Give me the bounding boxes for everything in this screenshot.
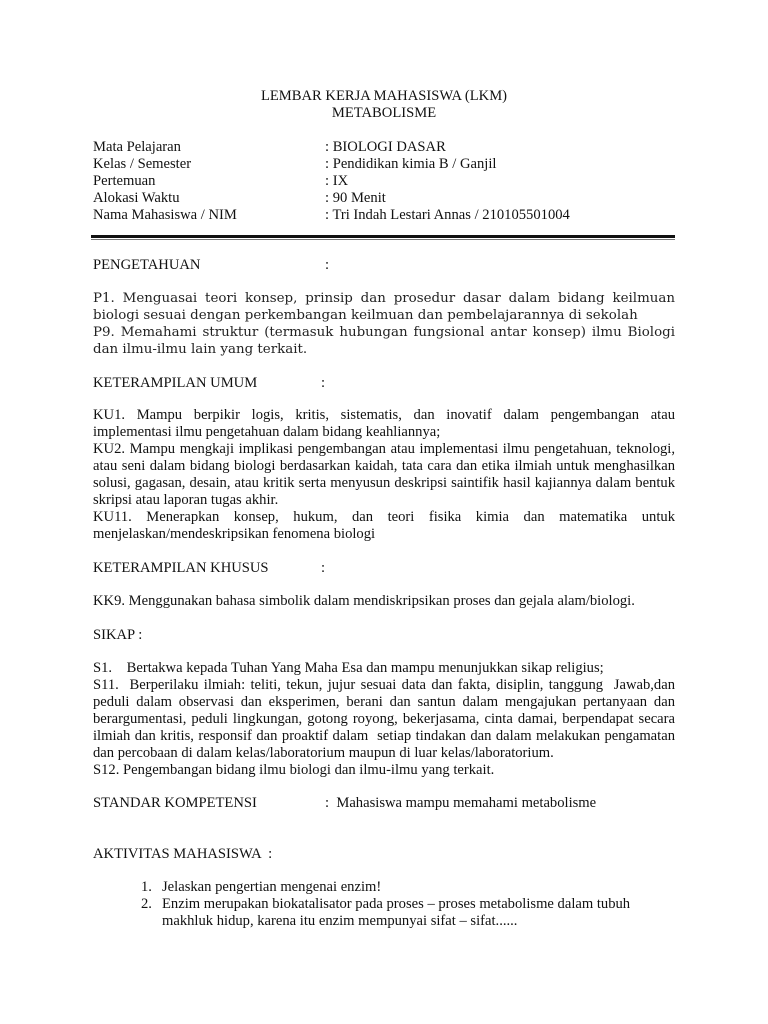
sikap-s1: S1. Bertakwa kepada Tuhan Yang Maha Esa dan mampu menunjukkan sikap religius; [93, 660, 604, 676]
header-divider [91, 235, 675, 238]
sikap-s12: S12. Pengembangan bidang ilmu biologi dan ilmu-ilmu yang terkait. [93, 762, 495, 778]
sikap-s11: S11. Berperilaku ilmiah: teliti, tekun, jujur sesuai data dan fakta, disiplin, tanggung Jawab,dan peduli dalam observasi dan eksperimen, berani dan santun dalam mengajukan pertanyaan dan berargumentasi, peduli lingkungan, gotong royong, bekerjasama, cinta damai, berpendapat secara ilmiah dan kritis, responsif dan proaktif dalam setiap tindakan dan dalam melakukan pengamatan dan percobaan di dalam kelas/laboratorium maupun di luar kelas/laboratorium. [93, 677, 679, 761]
pengetahuan-p9: P9. Memahami struktur (termasuk hubungan fungsional antar konsep) ilmu Biologi dan ilmu-ilmu lain yang terkait. [93, 325, 675, 357]
section-heading-standar-kompetensi: STANDAR KOMPETENSI [93, 795, 257, 811]
meta-value: : BIOLOGI DASAR [325, 139, 446, 155]
meta-value: : Tri Indah Lestari Annas / 210105501004 [325, 207, 570, 223]
meta-row [93, 139, 693, 156]
meta-row [93, 156, 693, 173]
meta-row [93, 207, 693, 224]
standar-kompetensi-value: : Mahasiswa mampu memahami metabolisme [325, 795, 597, 811]
aktivitas-list [141, 879, 681, 930]
list-item-text: Enzim merupakan biokatalisator pada proses – proses metabolisme dalam tubuh makhluk hidup, karena itu enzim mempunyai sifat – sifat...... [162, 896, 631, 929]
list-item-text: Jelaskan pengertian mengenai enzim! [162, 879, 382, 895]
keterampilan-umum-ku2: KU2. Mampu mengkaji implikasi pengembangan atau implementasi ilmu pengetahuan, teknologi, atau seni dalam bidang biologi berdasarkan kaidah, tata cara dan etika ilmiah untuk menghasilkan solusi, gagasan, desain, atau kritik serta menyusun deskripsi saintifik hasil kajiannya dalam bentuk skripsi atau laporan tugas akhir. [93, 441, 675, 508]
section-colon: : [325, 257, 330, 273]
keterampilan-umum-ku1: KU1. Mampu berpikir logis, kritis, sistematis, dan inovatif dalam pengembangan atau implementasi ilmu pengetahuan dalam bidang keahliannya; [93, 407, 675, 440]
meta-label: Alokasi Waktu [93, 190, 180, 206]
list-item-number: 1. [141, 879, 152, 895]
section-heading-sikap: SIKAP : [93, 627, 143, 643]
section-colon: : [321, 560, 326, 576]
section-heading-aktivitas: AKTIVITAS MAHASISWA : [93, 846, 273, 862]
meta-label: Nama Mahasiswa / NIM [93, 207, 237, 223]
list-item [141, 896, 681, 930]
header-divider-thin [91, 239, 675, 240]
document-title: LEMBAR KERJA MAHASISWA (LKM) [260, 88, 508, 104]
meta-label: Mata Pelajaran [93, 139, 181, 155]
list-item [141, 879, 681, 896]
section-heading-keterampilan-umum: KETERAMPILAN UMUM [93, 375, 258, 391]
meta-row [93, 173, 693, 190]
pengetahuan-p1: P1. Menguasai teori konsep, prinsip dan prosedur dasar dalam bidang keilmuan biologi sesuai dengan perkembangan keilmuan dan pembelajarannya di sekolah [93, 291, 675, 323]
section-heading-pengetahuan: PENGETAHUAN [93, 257, 201, 273]
meta-row [93, 190, 693, 207]
meta-value: : Pendidikan kimia B / Ganjil [325, 156, 497, 172]
meta-value: : 90 Menit [325, 190, 386, 206]
keterampilan-khusus-kk9: KK9. Menggunakan bahasa simbolik dalam mendiskripsikan proses dan gejala alam/biologi. [93, 593, 635, 609]
keterampilan-umum-ku11: KU11. Menerapkan konsep, hukum, dan teori fisika kimia dan matematika untuk menjelaskan/mendeskripsikan fenomena biologi [93, 509, 675, 542]
meta-label: Kelas / Semester [93, 156, 192, 172]
meta-label: Pertemuan [93, 173, 156, 189]
list-item-number: 2. [141, 896, 152, 912]
meta-value: : IX [325, 173, 349, 189]
section-colon: : [321, 375, 326, 391]
section-heading-keterampilan-khusus: KETERAMPILAN KHUSUS [93, 560, 269, 576]
document-subtitle: METABOLISME [331, 105, 437, 121]
